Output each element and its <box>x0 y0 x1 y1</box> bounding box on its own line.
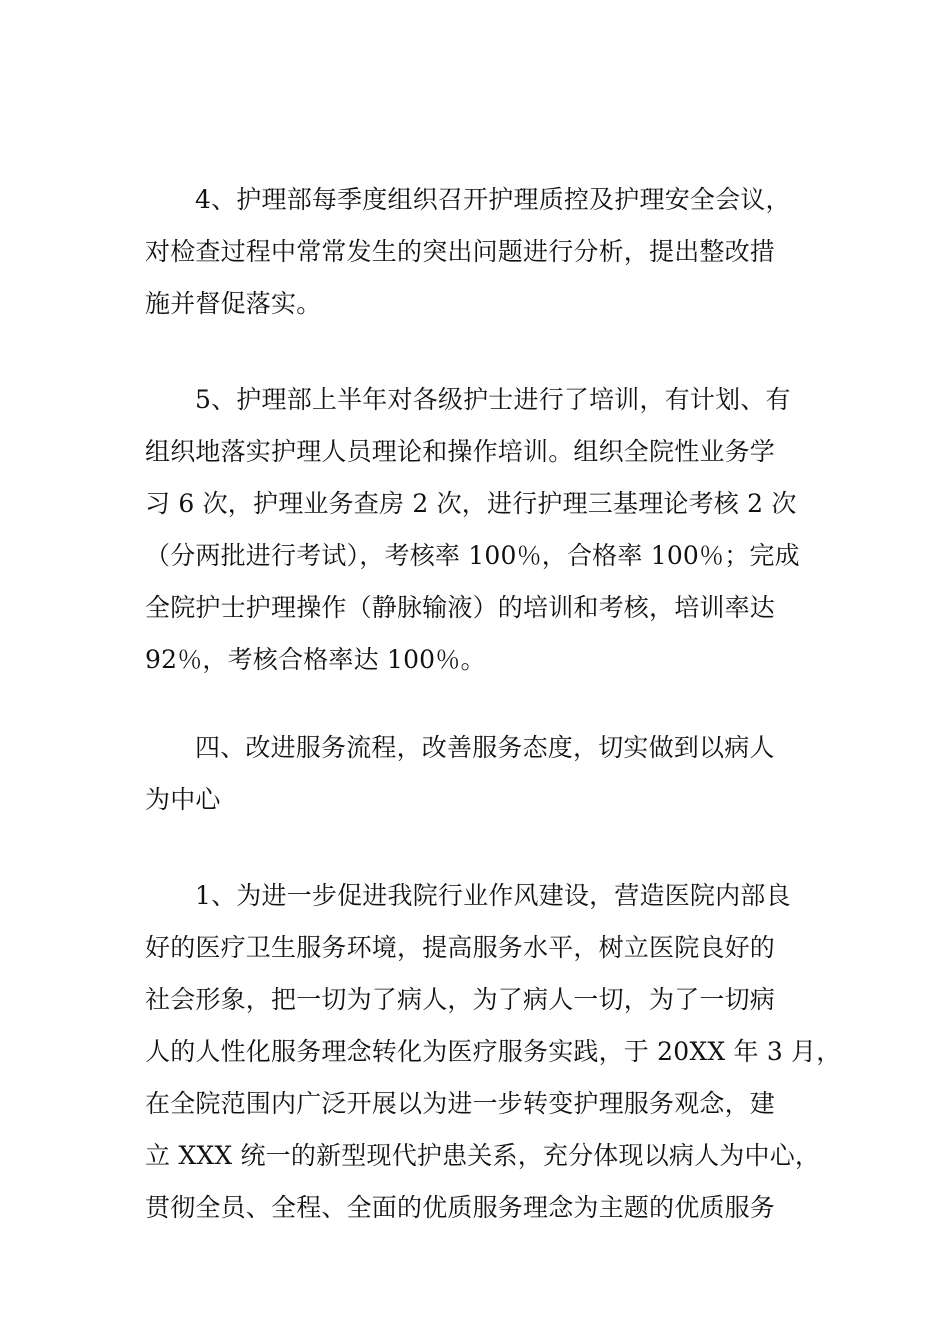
paragraph-service-philosophy <box>145 870 842 1234</box>
paragraph-nurse-training <box>145 374 810 686</box>
text-line: 人的人性化服务理念转化为医疗服务实践，于 20XX 年 3 月， <box>145 1037 842 1066</box>
text-line: 1、为进一步促进我院行业作风建设，营造医院内部良 <box>195 881 791 910</box>
text-line: 4、护理部每季度组织召开护理质控及护理安全会议， <box>195 185 791 214</box>
text-line: 组织地落实护理人员理论和操作培训。组织全院性业务学 <box>145 437 776 466</box>
text-line: 在全院范围内广泛开展以为进一步转变护理服务观念，建 <box>145 1089 776 1118</box>
heading-line: 为中心 <box>145 785 221 814</box>
text-line: 贯彻全员、全程、全面的优质服务理念为主题的优质服务 <box>145 1193 776 1222</box>
text-line: 施并督促落实。 <box>145 289 322 318</box>
text-line: 全院护士护理操作（静脉输液）的培训和考核，培训率达 <box>145 593 776 622</box>
text-line: 好的医疗卫生服务环境，提高服务水平，树立医院良好的 <box>145 933 776 962</box>
text-line: 92％，考核合格率达 100％。 <box>145 645 486 674</box>
section-heading-service-improvement <box>145 722 810 826</box>
text-line: 对检查过程中常常发生的突出问题进行分析，提出整改措 <box>145 237 776 266</box>
text-line: 立 XXX 统一的新型现代护患关系，充分体现以病人为中心， <box>145 1141 821 1170</box>
text-line: 社会形象，把一切为了病人，为了病人一切，为了一切病 <box>145 985 776 1014</box>
text-line: 习 6 次，护理业务查房 2 次，进行护理三基理论考核 2 次 <box>145 489 797 518</box>
paragraph-quality-control-meetings <box>145 174 810 330</box>
text-line: 5、护理部上半年对各级护士进行了培训，有计划、有 <box>195 385 791 414</box>
text-line: （分两批进行考试），考核率 100％，合格率 100％；完成 <box>145 541 800 570</box>
heading-line: 四、改进服务流程，改善服务态度，切实做到以病人 <box>195 733 775 762</box>
